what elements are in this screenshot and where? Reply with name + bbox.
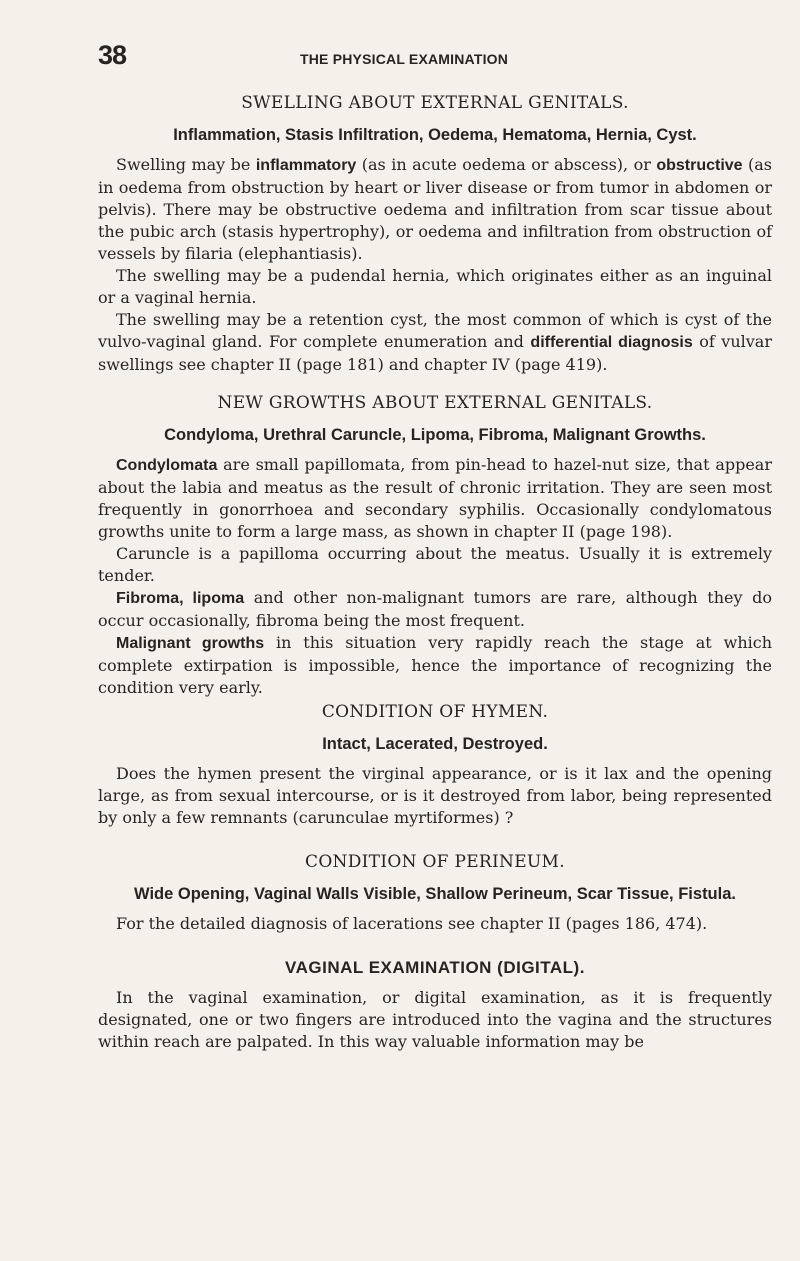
running-title: THE PHYSICAL EXAMINATION bbox=[300, 51, 509, 67]
page-number: 38 bbox=[98, 40, 127, 70]
section-heading-vaginal-exam: VAGINAL EXAMINATION (DIGITAL). bbox=[285, 958, 585, 977]
section-heading-new-growths: NEW GROWTHS ABOUT EXTERNAL GENITALS. bbox=[217, 393, 653, 413]
paragraph: Caruncle is a papilloma occurring about the meatus. Usually it is extremely tender. bbox=[98, 544, 772, 585]
paragraph: The swelling may be a pudendal hernia, which originates either as an inguinal or a vaginal hernia. bbox=[98, 266, 772, 307]
paragraph: Malignant growths in this situation very rapidly reach the stage at which complete extirpation is impossible, hence the importance of recognizing the condition very early. bbox=[98, 633, 773, 697]
paragraph: Swelling may be inflammatory (as in acute oedema or abscess), or obstructive (as in oedema from obstruction by heart or liver disease or from tumor in abdomen or pelvis). There may be obstructive oedema and infiltration from scar tissue about the pubic arch (stasis hypertrophy), or oedema and infiltration from obstruction of vessels by filaria (elephantiasis). bbox=[98, 155, 773, 263]
running-header bbox=[0, 40, 800, 76]
paragraph: Condylomata are small papillomata, from pin-head to hazel-nut size, that appear about the labia and meatus as the result of chronic irritation. They are seen most frequently in gonorrhoea and secondary syphilis. Occasionally condylomatous growths unite to form a large mass, as shown in chapter II (page 198). bbox=[98, 455, 772, 541]
section-subheading-perineum: Wide Opening, Vaginal Walls Visible, Shallow Perineum, Scar Tissue, Fistula. bbox=[134, 885, 736, 903]
page-body bbox=[98, 90, 772, 1053]
section-subheading-new-growths: Condyloma, Urethral Caruncle, Lipoma, Fibroma, Malignant Growths. bbox=[164, 426, 706, 444]
paragraph: The swelling may be a retention cyst, the most common of which is cyst of the vulvo-vaginal gland. For complete enumeration and differential diagnosis of vulvar swellings see chapter II (page 181) and chapter IV (page 419). bbox=[98, 310, 772, 374]
section-heading-hymen: CONDITION OF HYMEN. bbox=[321, 702, 549, 722]
section-heading-perineum: CONDITION OF PERINEUM. bbox=[305, 852, 565, 872]
paragraph: Fibroma, lipoma and other non-malignant tumors are rare, although they do occur occasionally, fibroma being the most frequent. bbox=[98, 588, 772, 630]
section-subheading-hymen: Intact, Lacerated, Destroyed. bbox=[322, 735, 548, 753]
section-heading-swelling: SWELLING ABOUT EXTERNAL GENITALS. bbox=[241, 93, 629, 113]
section-subheading-swelling: Inflammation, Stasis Infiltration, Oedema, Hematoma, Hernia, Cyst. bbox=[173, 126, 697, 144]
paragraph: In the vaginal examination, or digital examination, as it is frequently designated, one or two fingers are introduced into the vagina and the structures within reach are palpated. In this way valuable information may be bbox=[98, 988, 772, 1051]
paragraph: Does the hymen present the virginal appearance, or is it lax and the opening large, as from sexual intercourse, or is it destroyed from labor, being represented by only a few remnants (carunculae myrtiformes) ? bbox=[98, 764, 772, 827]
paragraph: For the detailed diagnosis of lacerations see chapter II (pages 186, 474). bbox=[116, 914, 708, 933]
